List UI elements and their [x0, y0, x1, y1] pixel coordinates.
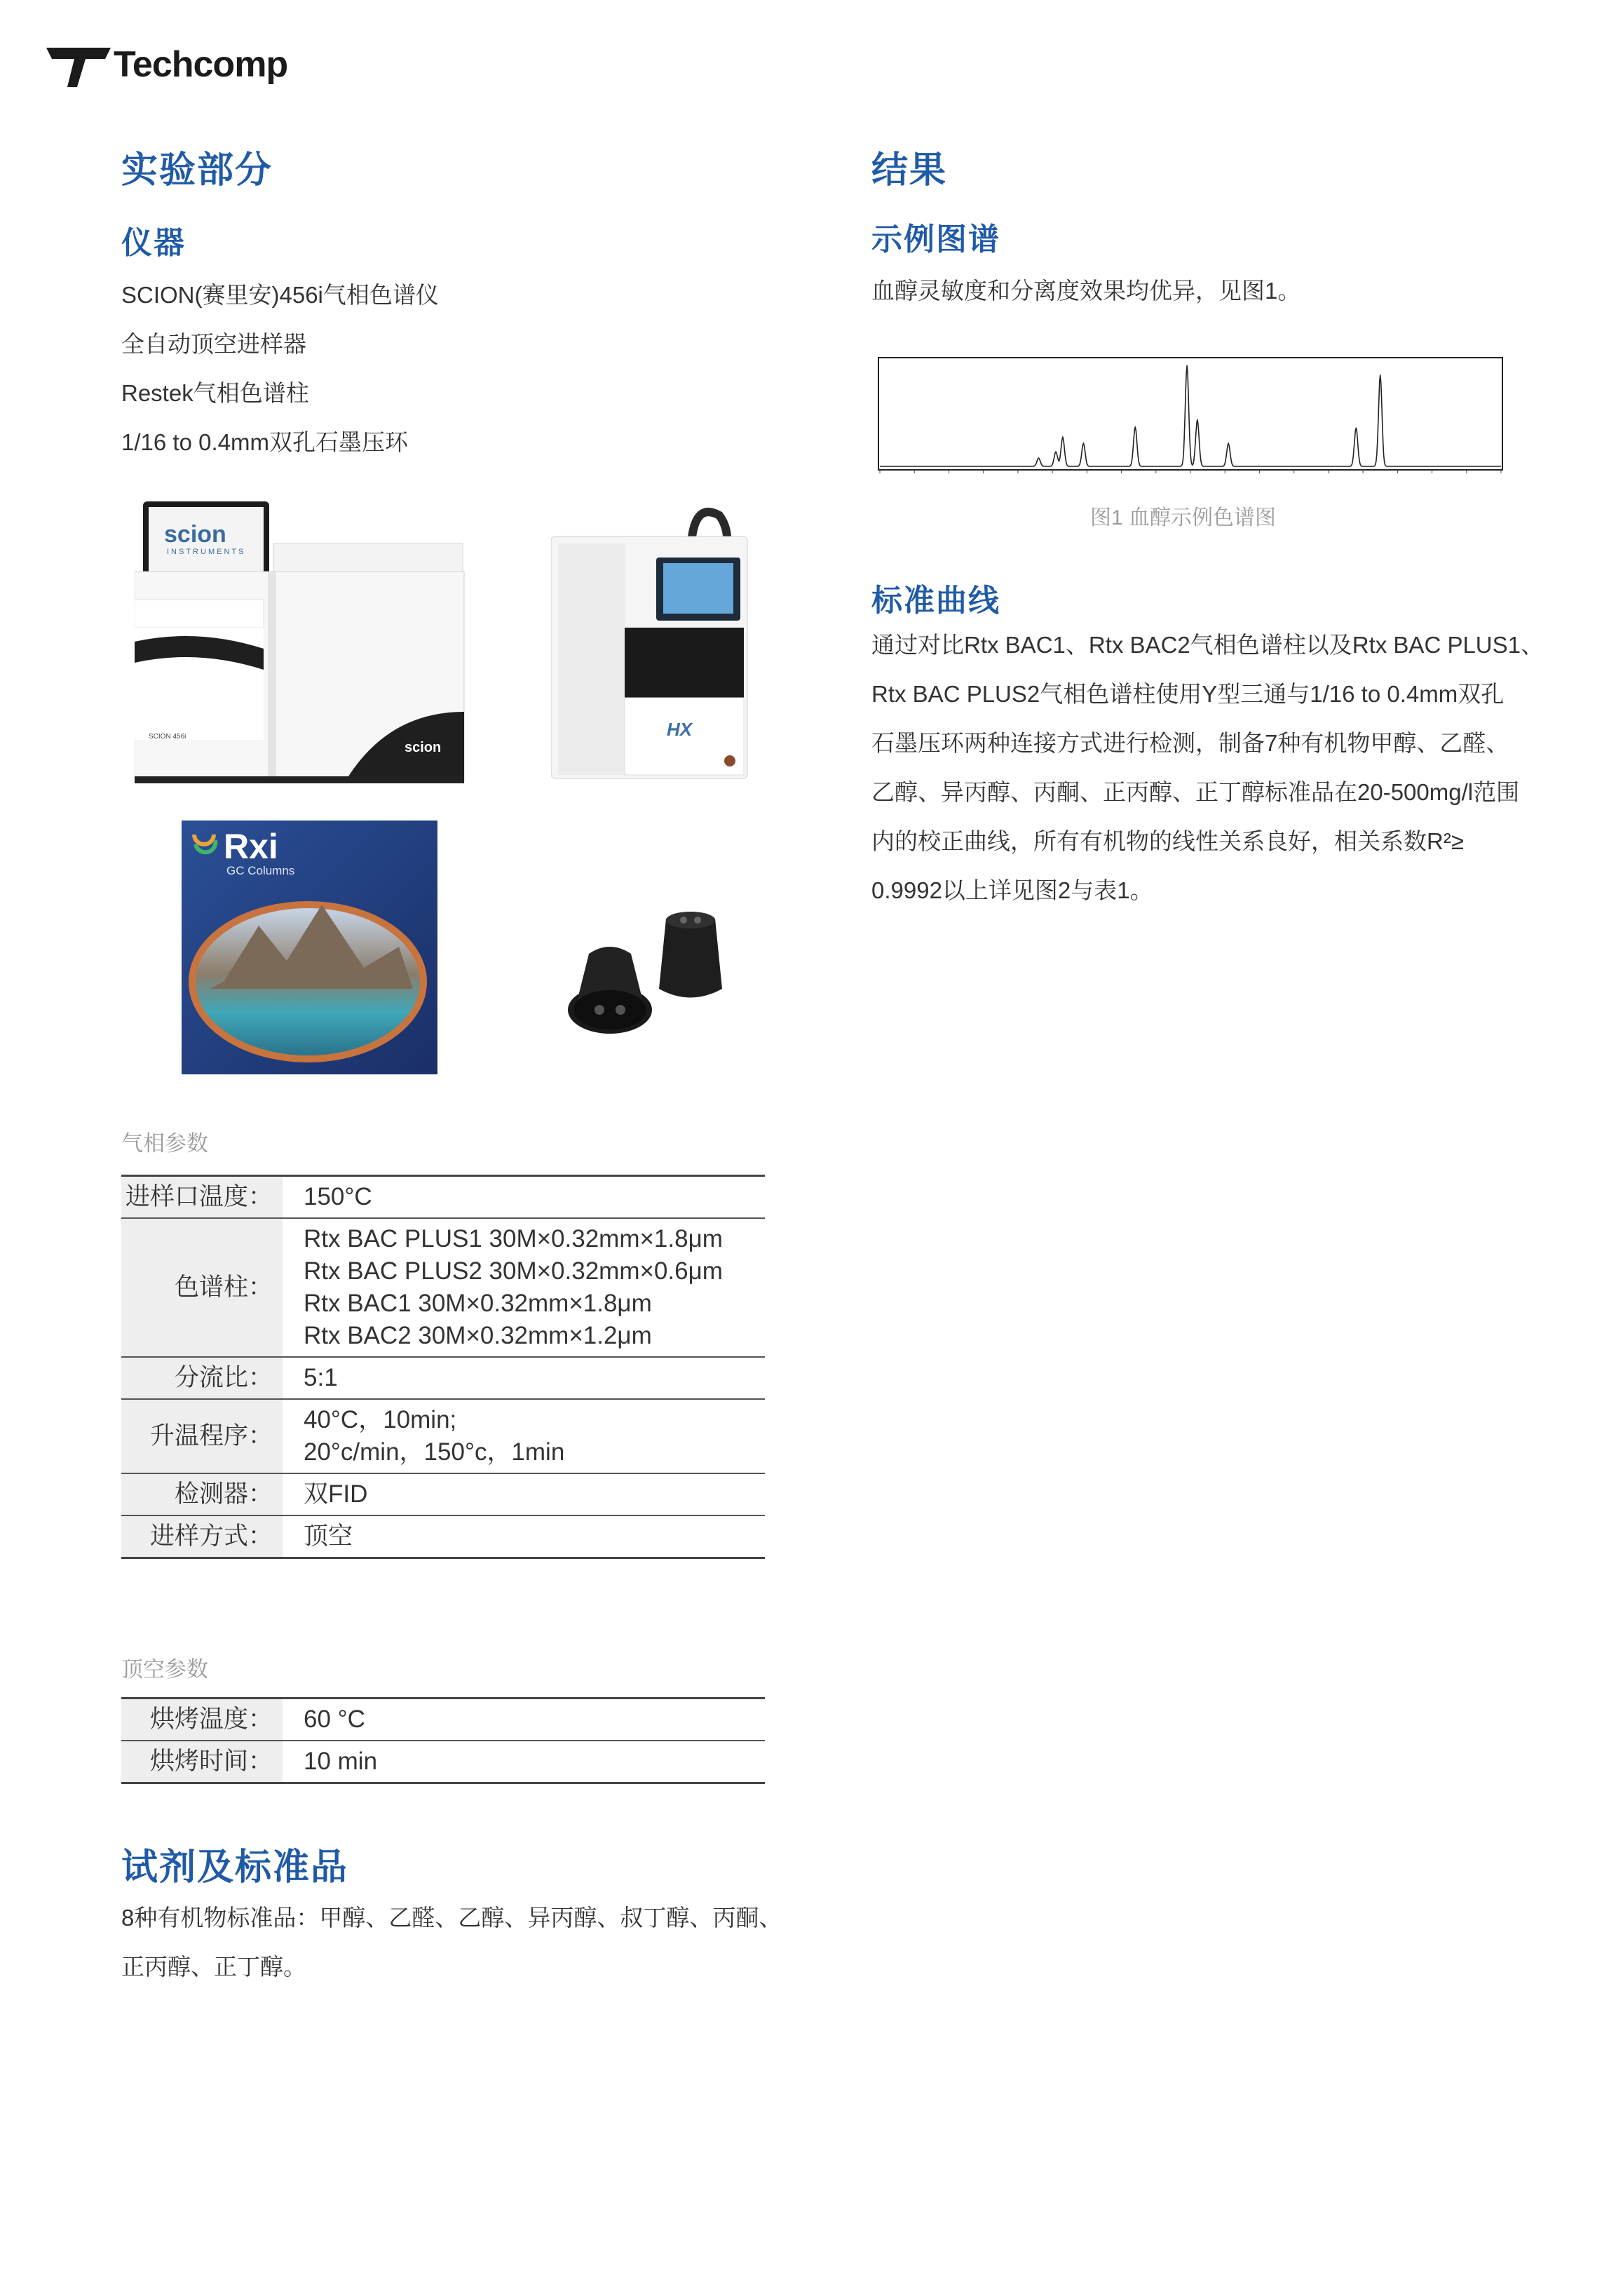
param-value-line: 60 °C [304, 1706, 365, 1733]
curve-text [871, 621, 1544, 915]
curve-line: 通过对比Rtx BAC1、Rtx BAC2气相色谱柱以及Rtx BAC PLUS1、 [871, 632, 1544, 658]
hs-params-table [121, 1697, 765, 1784]
hs-brand: HX [667, 719, 693, 740]
reagents-line: 正丙醇、正丁醇。 [121, 1954, 306, 1980]
param-value [283, 1357, 765, 1399]
instruments-title: 仪器 [121, 226, 186, 260]
curve-line: 乙醇、异丙醇、丙酮、正丙醇、正丁醇标准品在20-500mg/l范围 [871, 779, 1520, 805]
param-label: 分流比： [121, 1357, 283, 1399]
param-label: 进样口温度： [121, 1176, 283, 1219]
param-value-line: Rtx BAC PLUS2 30M×0.32mm×0.6μm [304, 1257, 723, 1285]
gc-params-table [121, 1175, 765, 1559]
list-item: Restek气相色谱柱 [121, 380, 309, 406]
param-label: 检测器： [121, 1473, 283, 1515]
param-value-line: 10 min [304, 1748, 378, 1775]
param-label: 烘烤时间： [121, 1741, 283, 1783]
gc-model-text: SCION 456i [149, 733, 186, 741]
param-value [283, 1399, 765, 1473]
rxi-column-image [182, 821, 437, 1074]
param-row [121, 1357, 765, 1399]
rxi-brand: Rxi [224, 827, 278, 866]
reagents-title: 试剂及标准品 [121, 1847, 349, 1888]
gc-front-brand: scion [405, 740, 442, 755]
param-value-line: Rtx BAC PLUS1 30M×0.32mm×1.8μm [304, 1225, 723, 1252]
param-row [121, 1473, 765, 1515]
list-item: 全自动顶空进样器 [121, 331, 306, 357]
param-value-line: Rtx BAC2 30M×0.32mm×1.2μm [304, 1322, 652, 1349]
chromatogram-svg [871, 354, 1509, 480]
gc-brand-sub: INSTRUMENTS [167, 548, 246, 556]
param-value [283, 1741, 765, 1783]
curve-line: 石墨压环两种连接方式进行检测，制备7种有机物甲醇、乙醛、 [871, 730, 1509, 756]
section-title-experiment: 实验部分 [121, 150, 273, 191]
reagents-line: 8种有机物标准品：甲醇、乙醛、乙醇、异丙醇、叔丁醇、丙酮、 [121, 1905, 782, 1931]
chromatogram-chart [871, 354, 1509, 480]
param-value-line: 40°C，10min; [304, 1406, 457, 1433]
param-row [121, 1218, 765, 1357]
param-label: 进样方式： [121, 1515, 283, 1558]
param-row [121, 1176, 765, 1219]
param-row [121, 1699, 765, 1741]
curve-line: 内的校正曲线，所有有机物的线性关系良好，相关系数R²≥ [871, 828, 1464, 854]
list-item: 1/16 to 0.4mm双孔石墨压环 [121, 429, 408, 455]
headspace-sampler-image [551, 501, 761, 792]
gc-brand: scion [164, 521, 226, 548]
figure-caption: 图1 血醇示例色谱图 [1090, 506, 1277, 529]
param-row [121, 1515, 765, 1558]
instrument-list [121, 271, 439, 467]
param-value [283, 1699, 765, 1741]
logo-text: Techcomp [114, 44, 288, 85]
param-label: 色谱柱： [121, 1218, 283, 1357]
gc-params-title: 气相参数 [121, 1131, 208, 1156]
param-value-line: 双FID [304, 1480, 368, 1508]
hs-params-title: 顶空参数 [121, 1657, 208, 1682]
curve-line: Rtx BAC PLUS2气相色谱柱使用Y型三通与1/16 to 0.4mm双孔 [871, 681, 1505, 707]
curve-title: 标准曲线 [871, 583, 1000, 618]
rxi-sub: GC Columns [226, 864, 295, 877]
ferrule-image [561, 905, 750, 1045]
reagents-text [121, 1893, 782, 1992]
param-value [283, 1515, 765, 1558]
example-title: 示例图谱 [871, 222, 1000, 257]
example-text: 血醇灵敏度和分离度效果均优异，见图1。 [871, 278, 1301, 304]
logo [46, 41, 313, 90]
param-value-line: 顶空 [304, 1522, 353, 1550]
param-value [283, 1473, 765, 1515]
param-value [283, 1218, 765, 1357]
techcomp-logo-icon [46, 41, 111, 90]
param-label: 烘烤温度： [121, 1699, 283, 1741]
param-label: 升温程序： [121, 1399, 283, 1473]
curve-line: 0.9992以上详见图2与表1。 [871, 877, 1153, 903]
param-value-line: 5:1 [304, 1364, 338, 1391]
results-title: 结果 [871, 150, 948, 191]
param-row [121, 1741, 765, 1783]
gc-instrument-image [135, 501, 471, 792]
param-row [121, 1399, 765, 1473]
param-value [283, 1176, 765, 1219]
list-item: SCION(赛里安)456i气相色谱仪 [121, 282, 439, 308]
param-value-line: 20°c/min，150°c，1min [304, 1438, 565, 1466]
param-value-line: 150°C [304, 1183, 372, 1210]
param-value-line: Rtx BAC1 30M×0.32mm×1.8μm [304, 1290, 652, 1317]
